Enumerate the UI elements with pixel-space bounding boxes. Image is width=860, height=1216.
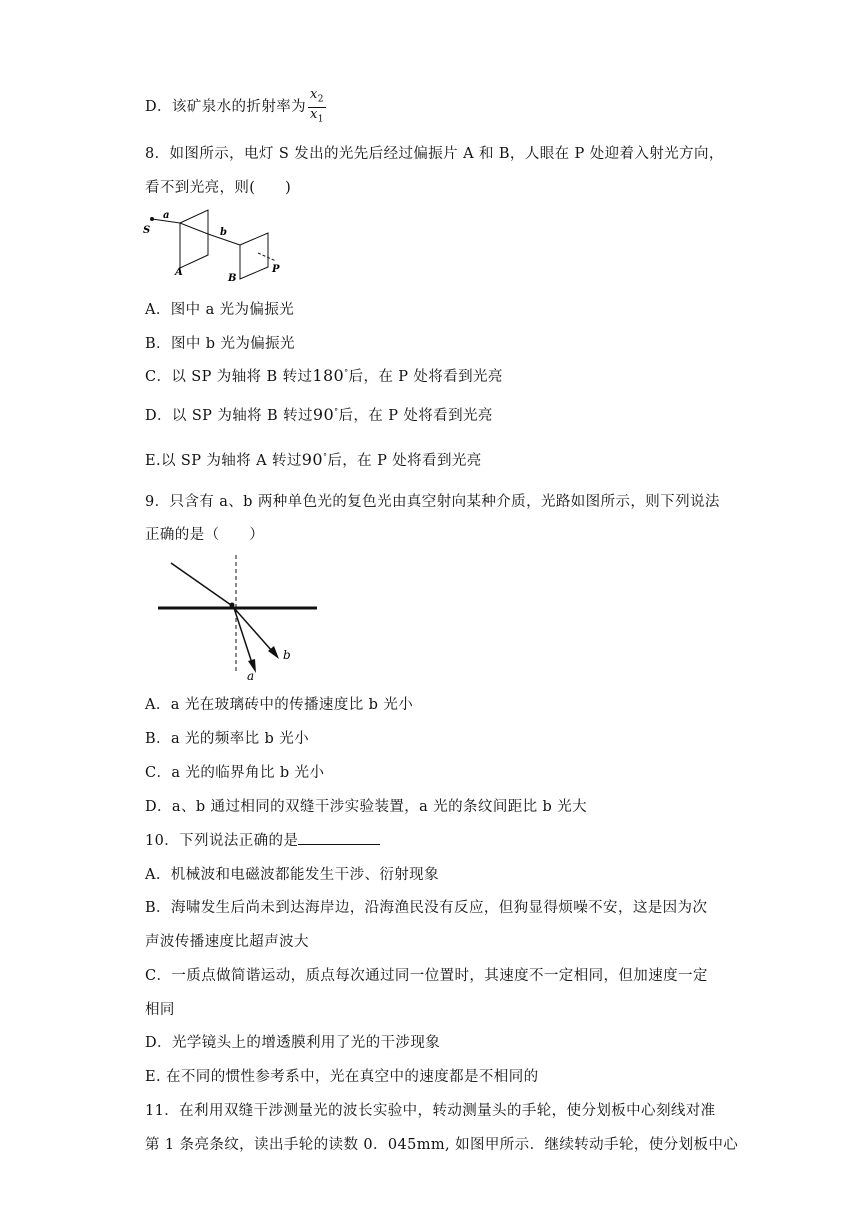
q11-line1: 11．在利用双缝干涉测量光的波长实验中，转动测量头的手轮，使分划板中心刻线对准 bbox=[145, 1103, 716, 1119]
q8-stem-line2: 看不到光亮，则( ) bbox=[145, 180, 292, 196]
q11-line2: 第 1 条亮条纹，读出手轮的读数 0．045mm, 如图甲所示．继续转动手轮，使分划板中心 bbox=[145, 1137, 739, 1153]
label-s: S bbox=[143, 225, 151, 236]
q8-option-c: C．以 SP 为轴将 B 转过180°后，在 P 处将看到光亮 bbox=[145, 366, 503, 385]
q10-option-e: E. 在不同的惯性参考系中，光在真空中的速度都是不相同的 bbox=[145, 1069, 539, 1085]
q9-option-d: D．a、b 通过相同的双缝干涉实验装置，a 光的条纹间距比 b 光大 bbox=[145, 799, 588, 815]
fraction-x2-over-x1: $\frac{x_2}{x_1}$ bbox=[310, 87, 324, 125]
label-b-polarizer: B bbox=[228, 273, 237, 284]
q8-polarizer-figure bbox=[140, 205, 290, 285]
q10-option-b-line2: 声波传播速度比超声波大 bbox=[145, 934, 309, 950]
q9-refraction-figure bbox=[155, 555, 325, 685]
q9-option-c: C．a 光的临界角比 b 光小 bbox=[145, 765, 325, 781]
q10-option-a: A．机械波和电磁波都能发生干涉、衍射现象 bbox=[145, 867, 439, 883]
label-a-polarizer: A bbox=[175, 267, 183, 278]
incident-ray bbox=[171, 563, 231, 605]
ray-a bbox=[234, 608, 252, 663]
label-a-light: a bbox=[163, 210, 170, 221]
q7-option-d-text: D．该矿泉水的折射率为 bbox=[145, 99, 307, 116]
label-a: a bbox=[247, 669, 255, 683]
q10-option-b-line1: B．海啸发生后尚未到达海岸边，沿海渔民没有反应，但狗显得烦噪不安，这是因为次 bbox=[145, 900, 708, 916]
q8-option-e: E.以 SP 为轴将 A 转过90°后，在 P 处将看到光亮 bbox=[145, 450, 482, 469]
q9-option-b: B．a 光的频率比 b 光小 bbox=[145, 731, 310, 747]
q10-option-c-line1: C．一质点做简谐运动，质点每次通过同一位置时，其速度不一定相同，但加速度一定 bbox=[145, 968, 708, 984]
q8-option-d: D．以 SP 为轴将 B 转过90°后，在 P 处将看到光亮 bbox=[145, 405, 493, 424]
label-p: P bbox=[272, 264, 280, 275]
q8-option-b: B．图中 b 光为偏振光 bbox=[145, 336, 295, 352]
label-b: b bbox=[283, 648, 291, 662]
q10-stem: 10．下列说法正确的是 bbox=[145, 829, 380, 850]
polarizer-a bbox=[180, 210, 208, 268]
q9-stem-line1: 9．只含有 a、b 两种单色光的复色光由真空射向某种介质，光路如图所示，则下列说法 bbox=[145, 494, 720, 510]
q8-stem-line1: 8．如图所示，电灯 S 发出的光先后经过偏振片 A 和 B，人眼在 P 处迎着入射光方向， bbox=[145, 146, 724, 162]
q10-option-d: D．光学镜头上的增透膜利用了光的干涉现象 bbox=[145, 1035, 441, 1051]
answer-blank bbox=[298, 832, 380, 845]
label-b-light: b bbox=[220, 227, 227, 238]
q9-stem-line2: 正确的是（ ） bbox=[145, 527, 265, 543]
q7-option-d bbox=[145, 88, 326, 126]
q10-option-c-line2: 相同 bbox=[145, 1002, 175, 1018]
ray-b bbox=[234, 608, 272, 651]
q9-option-a: A．a 光在玻璃砖中的传播速度比 b 光小 bbox=[145, 697, 414, 713]
q8-option-a: A．图中 a 光为偏振光 bbox=[145, 302, 295, 318]
